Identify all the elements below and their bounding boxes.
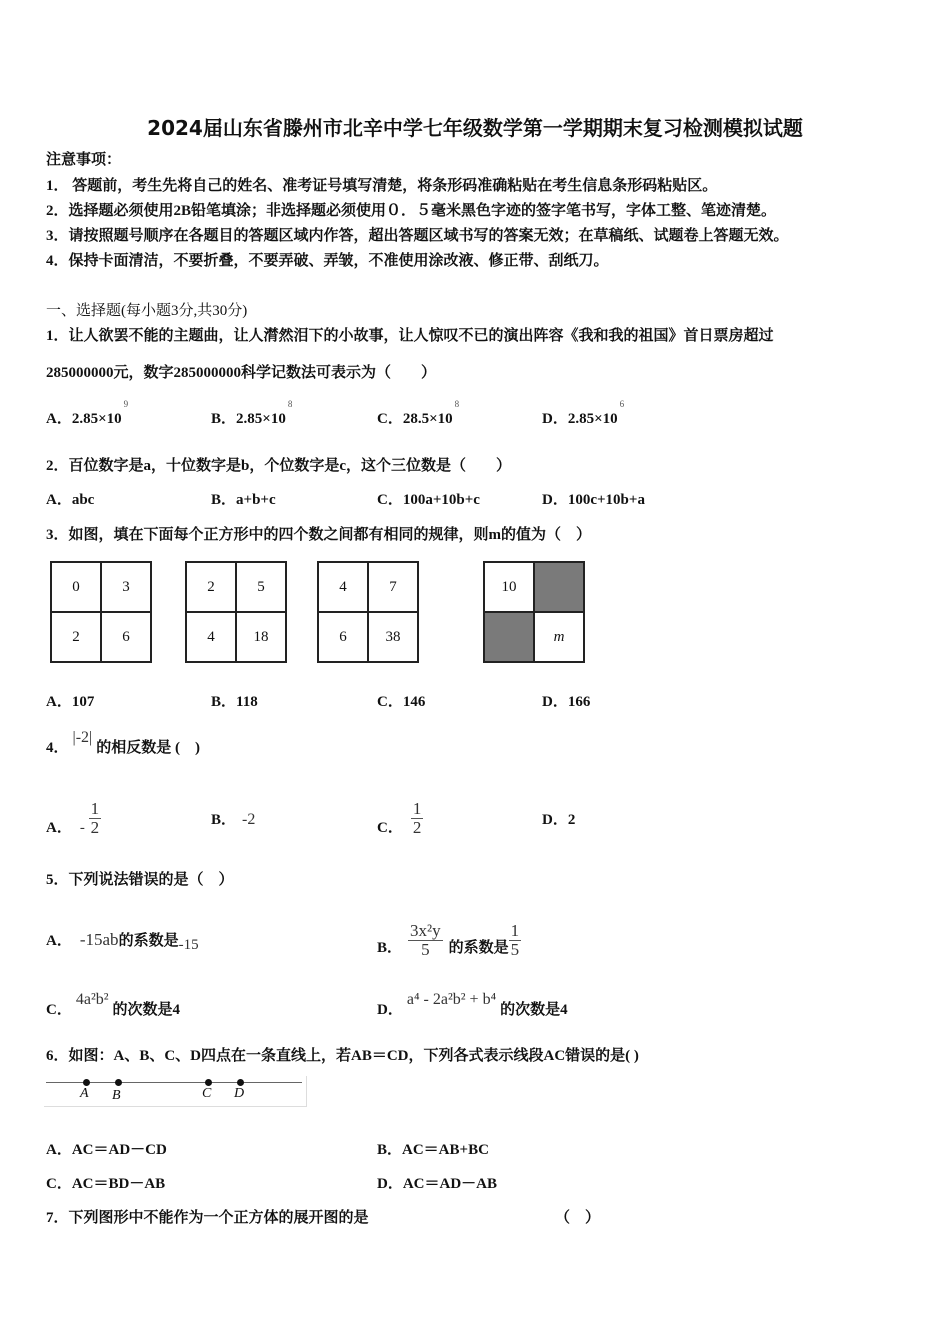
- point-d-label: D: [234, 1086, 245, 1101]
- shaded-cell: [534, 562, 584, 612]
- notice-item: 2．选择题必须使用2B铅笔填涂；非选择题必须使用０．５毫米黑色字迹的签字笔书写，字体工整、笔迹清楚。: [46, 203, 777, 219]
- q6-option-d: D．AC＝AD－AB: [377, 1176, 498, 1192]
- q6-option-b: B．AC＝AB+BC: [377, 1142, 489, 1158]
- cell: 2: [51, 612, 101, 662]
- q6-option-c: C．AC＝BD－AB: [46, 1176, 166, 1192]
- notice-item: 3．请按照题号顺序在各题目的答题区域内作答，超出答题区域书写的答案无效；在草稿纸、试题卷上答题无效。: [46, 228, 789, 244]
- notice-heading: 注意事项：: [46, 152, 122, 168]
- point-c-label: C: [202, 1086, 212, 1101]
- point-b-label: B: [112, 1088, 121, 1103]
- question-1-stem-cont: 285000000元，数字285000000科学记数法可表示为（ ）: [46, 365, 437, 381]
- cell: 38: [368, 612, 418, 662]
- number-square-4: [483, 561, 585, 663]
- q4-option-b: B． -2: [211, 811, 256, 828]
- q2-option-c: C．100a+10b+c: [377, 492, 480, 508]
- page-title: 2024届山东省滕州市北辛中学七年级数学第一学期期末复习检测模拟试题: [147, 116, 803, 140]
- section-heading: 一、选择题(每小题3分,共30分): [46, 303, 248, 319]
- q3-option-d: D．166: [542, 694, 591, 710]
- q5-option-a: A． -15ab的系数是-15: [46, 930, 199, 953]
- q2-option-d: D．100c+10b+a: [542, 492, 645, 508]
- cell: 7: [368, 562, 418, 612]
- q5-option-b: B． $\frac{\text{3x²y}}{5}$ 的系数是 $\frac{1}{5}$: [377, 921, 520, 959]
- notice-item: 1． 答题前，考生先将自己的姓名、准考证号填写清楚，将条形码准确粘贴在考生信息条形码粘贴区。: [46, 178, 718, 194]
- question-4-stem: 4．|-2|的相反数是 ( ): [46, 729, 200, 756]
- question-5-stem: 5．下列说法错误的是（ ）: [46, 872, 234, 888]
- question-6-stem: 6．如图：A、B、C、D四点在一条直线上，若AB＝CD，下列各式表示线段AC错误的是( ): [46, 1048, 639, 1064]
- question-2-stem: 2．百位数字是a，十位数字是b，个位数字是c，这个三位数是（ ）: [46, 458, 512, 474]
- point-c-dot: [205, 1079, 212, 1086]
- q1-option-a: A．$2.85\times 10^9$: [46, 399, 129, 427]
- cell: 6: [318, 612, 368, 662]
- point-a-label: A: [80, 1086, 89, 1101]
- q3-option-b: B．118: [211, 694, 258, 710]
- point-a-dot: [83, 1079, 90, 1086]
- q1-option-c: C．$28.5\times 10^8$: [377, 399, 460, 427]
- q3-option-c: C．146: [377, 694, 426, 710]
- point-d-dot: [237, 1079, 244, 1086]
- notice-item: 4．保持卡面清洁，不要折叠，不要弄破、弄皱，不准使用涂改液、修正带、刮纸刀。: [46, 253, 609, 269]
- q2-option-b: B．a+b+c: [211, 492, 276, 508]
- q5-option-c: C．4a²b²的次数是4: [46, 991, 181, 1018]
- cell: 4: [186, 612, 236, 662]
- question-3-stem: 3．如图，填在下面每个正方形中的四个数之间都有相同的规律，则m的值为（ ）: [46, 527, 591, 543]
- q1-option-d: D．$2.85\times 10^6$: [542, 399, 625, 427]
- question-7-answer-paren: （ ）: [555, 1210, 601, 1226]
- number-square-3: [317, 561, 419, 663]
- cell: 2: [186, 562, 236, 612]
- cell: 18: [236, 612, 286, 662]
- cell: 3: [101, 562, 151, 612]
- q6-option-a: A．AC＝AD－CD: [46, 1142, 167, 1158]
- q4-option-d: D．2: [542, 812, 576, 828]
- cell: 5: [236, 562, 286, 612]
- q2-option-a: A．abc: [46, 492, 95, 508]
- cell: 4: [318, 562, 368, 612]
- shaded-cell: [484, 612, 534, 662]
- number-square-2: [185, 561, 287, 663]
- q1-option-b: B．$2.85\times 10^8$: [211, 399, 293, 427]
- cell: 6: [101, 612, 151, 662]
- q4-option-c: C． $\frac{1}{2}$: [377, 799, 422, 837]
- q3-option-a: A．107: [46, 694, 95, 710]
- question-1-stem: 1．让人欲罢不能的主题曲，让人潸然泪下的小故事，让人惊叹不已的演出阵容《我和我的祖国》首日票房超过: [46, 328, 774, 344]
- cell: 0: [51, 562, 101, 612]
- cell: m: [534, 612, 584, 662]
- question-7-stem: 7．下列图形中不能作为一个正方体的展开图的是: [46, 1210, 369, 1226]
- q5-option-d: D．a⁴ - 2a²b² + b⁴的次数是4: [377, 991, 568, 1018]
- number-square-1: [50, 561, 152, 663]
- q4-option-a: A． - $\frac{1}{2}$: [46, 799, 100, 837]
- line-segment-figure: [44, 1076, 307, 1107]
- cell: 10: [484, 562, 534, 612]
- point-b-dot: [115, 1079, 122, 1086]
